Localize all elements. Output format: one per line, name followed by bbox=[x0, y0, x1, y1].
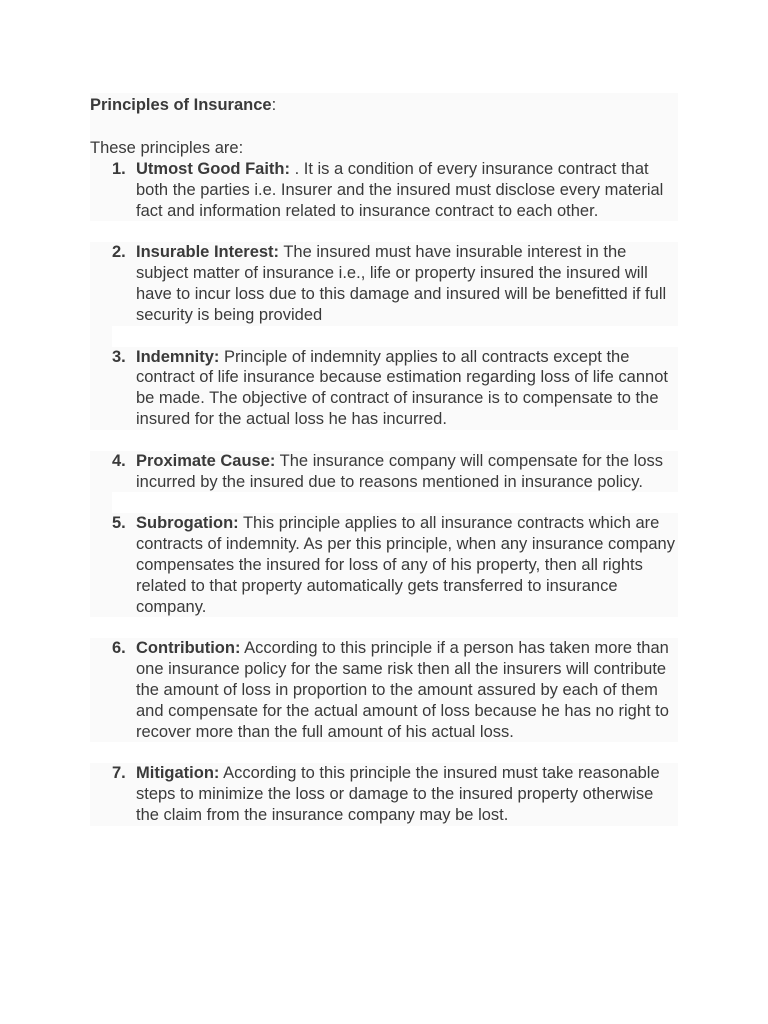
intro-text: These principles are: bbox=[90, 137, 678, 159]
list-number: 5. bbox=[112, 514, 126, 533]
list-item bbox=[90, 451, 678, 493]
principle-term: Subrogation: bbox=[136, 514, 239, 533]
paragraph-gap bbox=[90, 326, 678, 347]
list-number: 2. bbox=[112, 243, 126, 262]
list-number: 1. bbox=[112, 160, 126, 178]
principles-list bbox=[90, 159, 678, 826]
paragraph-gap bbox=[90, 492, 678, 513]
paragraph-gap bbox=[90, 742, 678, 763]
paragraph-gap bbox=[90, 617, 678, 638]
principle-text: The insurance company will compensate for the loss incurred by the insured due to reasons mentioned in insurance policy. bbox=[136, 451, 664, 491]
principle-text: According to this principle the insured must take reasonable steps to minimize the loss or damage to the insured property otherwise the claim from the insurance company may be lost. bbox=[136, 764, 660, 824]
paragraph-gap bbox=[90, 221, 678, 242]
principle-term: Indemnity: bbox=[136, 347, 220, 366]
principle-text: This principle applies to all insurance contracts which are contracts of indemnity. As per this principle, when any insurance company compensates the insured for loss of any of his property, then all rights related to that property automatically gets transferred to insurance company. bbox=[136, 514, 675, 616]
principle-term: Contribution: bbox=[136, 639, 241, 658]
page-title: Principles of Insurance bbox=[90, 96, 272, 114]
list-number: 7. bbox=[112, 764, 126, 783]
principle-term: Mitigation: bbox=[136, 764, 220, 783]
principle-term: Proximate Cause: bbox=[136, 451, 276, 470]
principle-term: Insurable Interest: bbox=[136, 243, 280, 262]
list-number: 4. bbox=[112, 451, 126, 470]
principle-term: Utmost Good Faith: bbox=[136, 160, 290, 178]
principle-text: . It is a condition of every insurance contract that both the parties i.e. Insurer and the insured must disclose every material fact and information related to insurance contract to each other. bbox=[136, 160, 664, 220]
list-item bbox=[90, 513, 678, 617]
principle-text: According to this principle if a person has taken more than one insurance policy for the same risk then all the insurers will contribute the amount of loss in proportion to the amount assured by each of them and compensate for the actual amount of loss because he has no right to recover more than the full amount of his actual loss. bbox=[136, 639, 669, 741]
title-colon: : bbox=[271, 96, 277, 114]
principle-text: The insured must have insurable interest in the subject matter of insurance i.e., life or property insured the insured will have to incur loss due to this damage and insured will be benefitted if full security is being provided bbox=[136, 243, 667, 324]
principle-text: Principle of indemnity applies to all contracts except the contract of life insurance because estimation regarding loss of life cannot be made. The objective of contract of insurance is to compensate to the insured for the actual loss he has incurred. bbox=[136, 347, 668, 428]
list-item bbox=[90, 159, 678, 221]
blank-line bbox=[90, 117, 678, 137]
document-body bbox=[90, 93, 678, 826]
list-item bbox=[90, 242, 678, 325]
list-number: 6. bbox=[112, 639, 126, 658]
list-item bbox=[90, 347, 678, 430]
heading-line bbox=[90, 93, 678, 117]
list-item bbox=[90, 638, 678, 742]
list-item bbox=[90, 763, 678, 825]
list-number: 3. bbox=[112, 347, 126, 366]
paragraph-gap bbox=[90, 430, 678, 451]
